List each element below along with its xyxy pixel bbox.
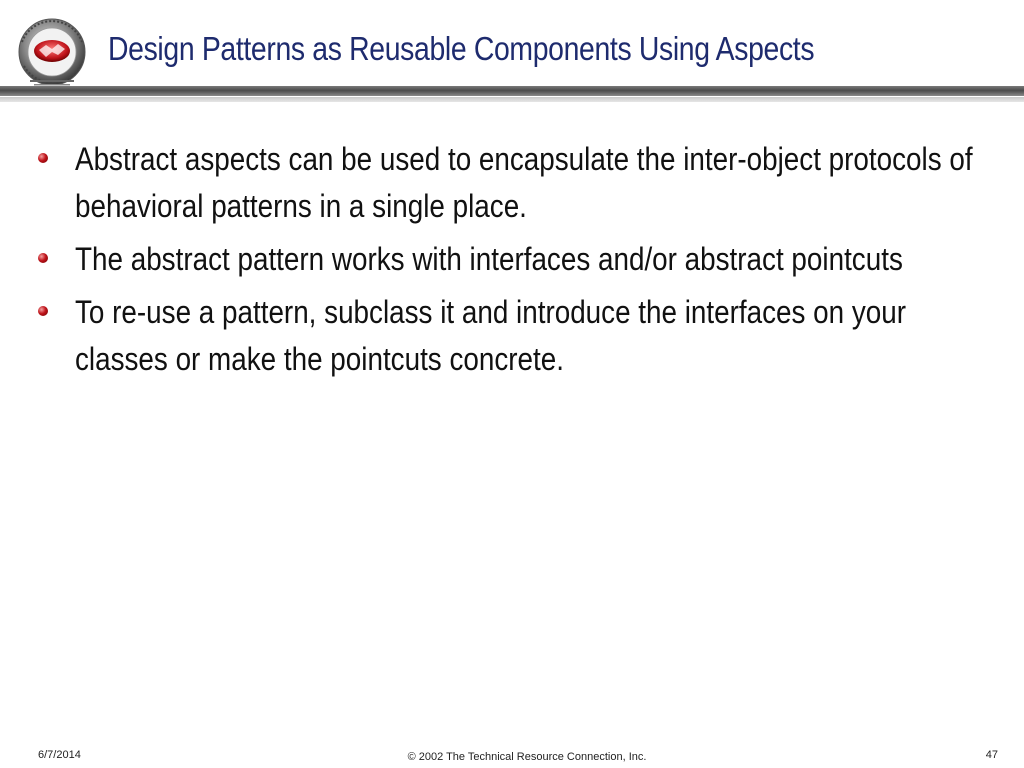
slide-title: Design Patterns as Reusable Components Using Aspects — [108, 30, 815, 67]
red-ball-bullet-icon — [38, 153, 48, 163]
footer-copyright: © 2002 The Technical Resource Connection, Inc. — [407, 751, 647, 763]
bullet-text: To re-use a pattern, subclass it and introduce the interfaces on your classes or make the pointcuts concrete. — [75, 294, 907, 377]
list-item — [0, 236, 1024, 283]
bullet-list — [0, 136, 1024, 389]
list-item — [0, 289, 1024, 383]
bullet-text: The abstract pattern works with interfaces and/or abstract pointcuts — [75, 241, 903, 277]
bullet-text: Abstract aspects can be used to encapsulate the inter-object protocols of behavioral patterns in a single place. — [75, 141, 973, 224]
page-number: 47 — [985, 749, 998, 761]
title-divider — [0, 86, 1024, 104]
red-ball-bullet-icon — [38, 253, 48, 263]
list-item — [0, 136, 1024, 230]
red-ball-bullet-icon — [38, 306, 48, 316]
trc-company-logo-icon — [12, 14, 92, 92]
footer-date: 6/7/2014 — [38, 749, 81, 761]
